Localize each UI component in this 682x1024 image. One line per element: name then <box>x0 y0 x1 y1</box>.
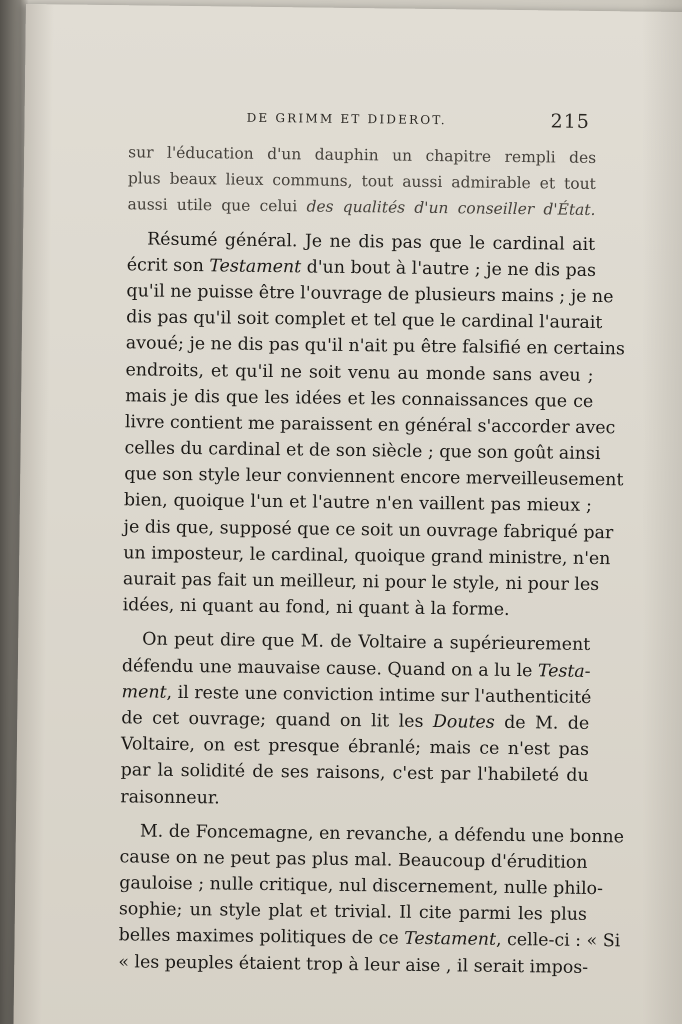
text-line: « les peuples étaient trop à leur aise , il serait impos- <box>118 951 589 978</box>
text-line: je dis que, supposé que ce soit un ouvrage fabriqué par <box>123 516 614 543</box>
text-line: un imposteur, le cardinal, quoique grand ministre, n'en <box>123 543 611 569</box>
text-line: défendu une mauvaise cause. Quand on a lu le Testa- <box>121 655 591 682</box>
text-line: que son style leur conviennent encore merveilleusement <box>124 464 624 491</box>
text-line: raisonneur. <box>120 786 220 808</box>
text-line: par la solidité de ses raisons, c'est par l'habileté du <box>120 760 589 787</box>
text-line: belles maximes politiques de ce Testament, celle-ci : « Si <box>118 925 621 952</box>
text-line: écrit son Testament d'un bout à l'autre ; je ne dis pas <box>126 255 597 281</box>
text-line: aussi utile que celui des qualités d'un conseiller d'État. <box>127 195 596 220</box>
text-line: aurait pas fait un meilleur, ni pour le style, ni pour les <box>122 569 600 596</box>
text-line: celles du cardinal et de son siècle ; que son goût ainsi <box>124 438 601 465</box>
italic-title: Testa- <box>537 660 591 682</box>
text-line: sophie; un style plat et trivial. Il cite parmi les plus <box>118 899 588 926</box>
text-line: ment, il reste une conviction intime sur l'authenticité <box>121 681 592 708</box>
text-line: dis pas qu'il soit complet et tel que le cardinal l'aurait <box>126 307 603 334</box>
text-line: bien, quoique l'un et l'autre n'en vaillent pas mieux ; <box>123 490 593 517</box>
body-text <box>118 139 625 980</box>
italic-title: Testament <box>404 929 497 951</box>
text-line: mais je dis que les idées et les connaissances que ce <box>125 385 594 412</box>
text-line: On peut dire que M. de Voltaire a supérieurement <box>142 629 591 656</box>
text-line: M. de Foncemagne, en revanche, a défendu une bonne <box>139 821 625 848</box>
text-line: Résumé général. Je ne dis pas que le cardinal ait <box>147 229 596 255</box>
text-line: qu'il ne puisse être l'ouvrage de plusieurs mains ; je ne <box>126 281 614 308</box>
text-line: sur l'éducation d'un dauphin un chapitre rempli des <box>128 143 597 167</box>
italic-title: ment <box>121 681 167 703</box>
text-line: de cet ouvrage; quand on lit les Doutes de M. de <box>121 708 590 734</box>
italic-title: Testament <box>209 256 302 278</box>
text-line: endroits, et qu'il ne soit venu au monde sans aveu ; <box>125 359 594 386</box>
text-line: livre contient me paraissent en général s'accorder avec <box>124 412 616 439</box>
italic-phrase: des qualités d'un conseiller d'État. <box>306 197 596 220</box>
book-page <box>13 4 682 1024</box>
text-line: idées, ni quant au fond, ni quant à la forme. <box>122 595 510 621</box>
text-line: Voltaire, on est presque ébranlé; mais ce n'est pas <box>120 734 590 761</box>
page-shadow <box>642 0 682 1024</box>
text-line: avoué; je ne dis pas qu'il n'ait pu être falsifié en certains <box>125 333 625 360</box>
running-head: DE GRIMM ET DIDEROT. <box>246 110 447 128</box>
text-line: plus beaux lieux communs, tout aussi admirable et tout <box>127 169 596 194</box>
text-line: gauloise ; nulle critique, nul discernement, nulle philo- <box>119 873 604 900</box>
italic-title: Doutes <box>432 711 495 733</box>
page-number: 215 <box>550 110 591 133</box>
text-line: cause on ne peut pas plus mal. Beaucoup d'érudition <box>119 847 588 873</box>
